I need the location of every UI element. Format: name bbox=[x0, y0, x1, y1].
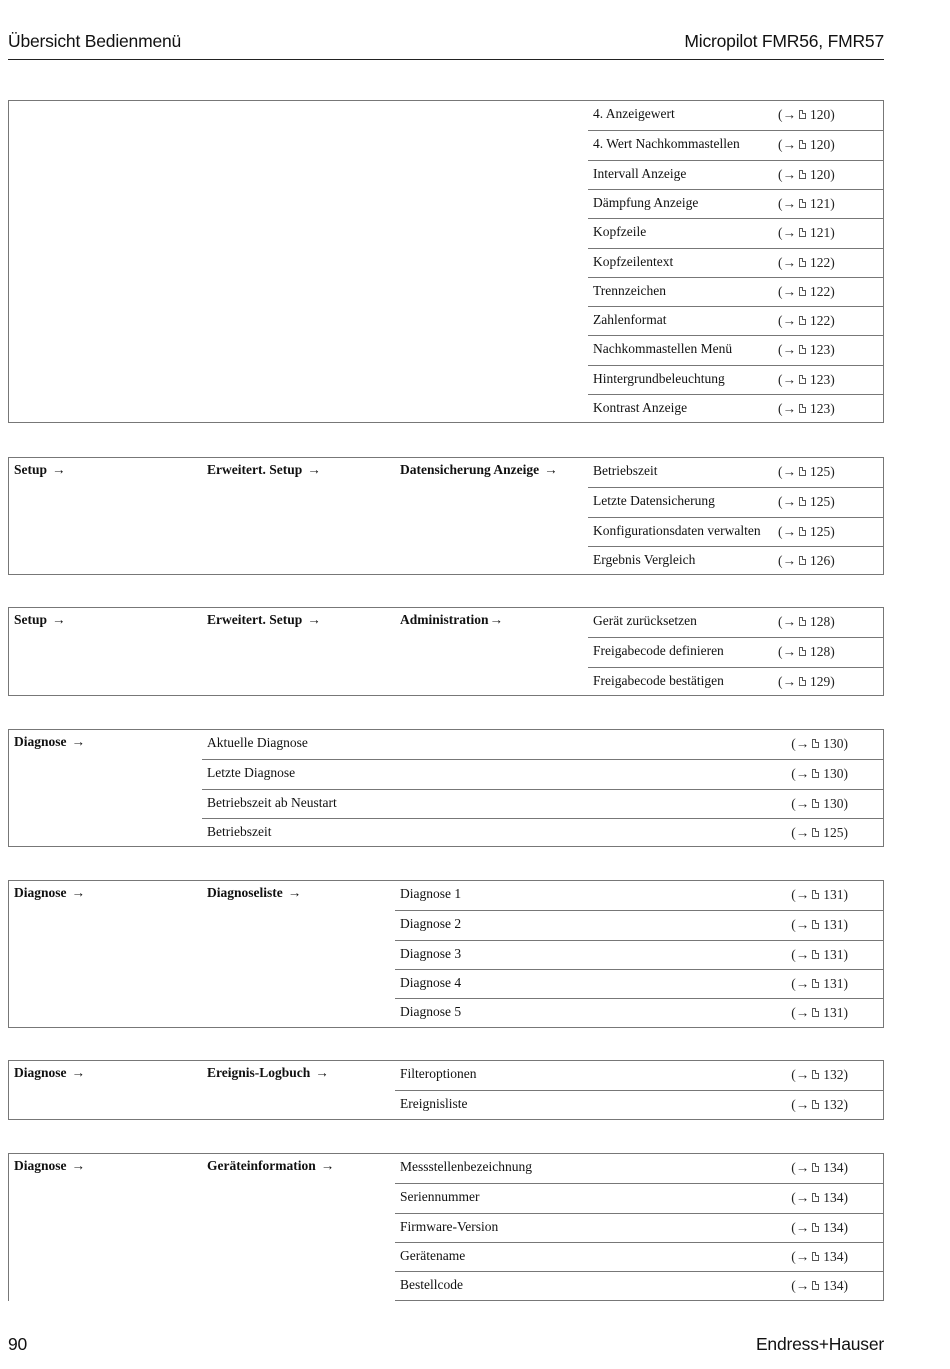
page-icon bbox=[799, 617, 806, 626]
page-reference: (→ 132) bbox=[791, 1067, 848, 1082]
menu-item-label: Letzte Diagnose bbox=[207, 765, 296, 780]
menu-path-level bbox=[14, 1065, 85, 1081]
menu-path-level bbox=[14, 612, 66, 628]
page-icon bbox=[799, 375, 806, 384]
menu-item-row bbox=[395, 910, 883, 940]
menu-path-label: Setup bbox=[14, 612, 48, 627]
arrow-icon: → bbox=[795, 825, 810, 840]
menu-path-label: Diagnose bbox=[14, 1158, 67, 1173]
page-reference-number: 128 bbox=[810, 614, 831, 629]
arrow-icon: → bbox=[307, 612, 321, 627]
menu-item-label: Bestellcode bbox=[400, 1277, 463, 1292]
page-reference-number: 125 bbox=[810, 524, 831, 539]
menu-item-label: Freigabecode bestätigen bbox=[593, 673, 724, 688]
menu-item-row bbox=[588, 248, 883, 277]
menu-item-row bbox=[202, 818, 883, 847]
page-icon bbox=[799, 170, 806, 179]
menu-item-label: Messstellenbezeichnung bbox=[400, 1159, 532, 1174]
page-number: 90 bbox=[8, 1334, 28, 1354]
page-reference-number: 121 bbox=[810, 196, 831, 211]
menu-item-row bbox=[588, 637, 883, 667]
page-reference: (→ 126) bbox=[778, 553, 835, 568]
arrow-icon: → bbox=[795, 1160, 810, 1175]
page-icon bbox=[799, 404, 806, 413]
arrow-icon: → bbox=[795, 887, 810, 902]
page-icon bbox=[812, 979, 819, 988]
page-icon bbox=[812, 828, 819, 837]
arrow-icon: → bbox=[782, 284, 796, 299]
arrow-icon: → bbox=[782, 644, 796, 659]
menu-item-row bbox=[395, 1154, 883, 1183]
menu-item-label: 4. Wert Nachkommastellen bbox=[593, 136, 740, 151]
page-icon bbox=[799, 497, 806, 506]
page-reference: (→ 125) bbox=[778, 524, 835, 539]
page-reference: (→ 123) bbox=[778, 401, 835, 416]
page-icon bbox=[799, 287, 806, 296]
arrow-icon: → bbox=[782, 196, 796, 211]
menu-path-label: Diagnose bbox=[14, 734, 67, 749]
page-reference-number: 131 bbox=[823, 917, 844, 932]
menu-item-label: Diagnose 2 bbox=[400, 916, 462, 931]
menu-item-row bbox=[395, 1090, 883, 1120]
page-reference: (→ 132) bbox=[791, 1097, 848, 1112]
page-reference-number: 126 bbox=[810, 553, 831, 568]
arrow-icon: → bbox=[782, 225, 796, 240]
page-reference: (→ 121) bbox=[778, 225, 835, 240]
page-reference-number: 125 bbox=[810, 464, 831, 479]
menu-item-label: Betriebszeit bbox=[207, 824, 272, 839]
page-reference-number: 130 bbox=[823, 736, 844, 751]
menu-item-row bbox=[588, 277, 883, 306]
arrow-icon: → bbox=[782, 167, 796, 182]
page-reference-number: 125 bbox=[810, 494, 831, 509]
arrow-icon: → bbox=[795, 1278, 810, 1293]
page-icon bbox=[812, 890, 819, 899]
arrow-icon: → bbox=[782, 614, 796, 629]
menu-path-label: Geräteinformation bbox=[207, 1158, 316, 1173]
menu-path-level bbox=[207, 462, 321, 478]
menu-item-row bbox=[202, 789, 883, 818]
menu-item-row bbox=[588, 101, 883, 130]
menu-item-label: Kopfzeilentext bbox=[593, 254, 674, 269]
page-reference: (→ 130) bbox=[791, 736, 848, 751]
arrow-icon: → bbox=[795, 1190, 810, 1205]
page-reference-number: 132 bbox=[823, 1067, 844, 1082]
page-reference: (→ 131) bbox=[791, 976, 848, 991]
arrow-icon: → bbox=[52, 612, 66, 627]
menu-path-level bbox=[400, 612, 503, 628]
menu-item-label: Gerätename bbox=[400, 1248, 466, 1263]
page-reference: (→ 125) bbox=[778, 494, 835, 509]
menu-path-level bbox=[14, 1158, 85, 1174]
menu-item-row bbox=[395, 1183, 883, 1213]
menu-item-row bbox=[588, 365, 883, 394]
page-reference-number: 130 bbox=[823, 766, 844, 781]
page-reference: (→ 123) bbox=[778, 342, 835, 357]
page-icon bbox=[812, 1163, 819, 1172]
page-reference-number: 128 bbox=[810, 644, 831, 659]
menu-item-label: Kopfzeile bbox=[593, 224, 647, 239]
menu-item-row bbox=[588, 306, 883, 335]
page-reference-number: 129 bbox=[810, 674, 831, 689]
page-reference: (→ 122) bbox=[778, 255, 835, 270]
menu-item-label: Diagnose 4 bbox=[400, 975, 462, 990]
menu-block bbox=[8, 1060, 884, 1120]
page-reference-number: 134 bbox=[823, 1249, 844, 1264]
page-icon bbox=[812, 1223, 819, 1232]
arrow-icon: → bbox=[782, 674, 796, 689]
menu-block bbox=[8, 457, 884, 575]
menu-block bbox=[8, 1153, 884, 1301]
page-icon bbox=[812, 1193, 819, 1202]
page-icon bbox=[812, 1100, 819, 1109]
arrow-icon: → bbox=[795, 1097, 810, 1112]
page-reference: (→ 134) bbox=[791, 1160, 848, 1175]
arrow-icon: → bbox=[782, 137, 796, 152]
page-icon bbox=[812, 739, 819, 748]
page-reference: (→ 130) bbox=[791, 796, 848, 811]
arrow-icon: → bbox=[71, 1158, 86, 1173]
page-reference: (→ 131) bbox=[791, 947, 848, 962]
page-reference-number: 121 bbox=[810, 225, 831, 240]
menu-item-label: Diagnose 5 bbox=[400, 1004, 462, 1019]
menu-item-label: Nachkommastellen Menü bbox=[593, 341, 733, 356]
menu-item-label: Zahlenformat bbox=[593, 312, 667, 327]
menu-path-label: Datensicherung Anzeige bbox=[400, 462, 540, 477]
page-reference: (→ 128) bbox=[778, 644, 835, 659]
page-reference-number: 125 bbox=[823, 825, 844, 840]
menu-path-label: Erweitert. Setup bbox=[207, 612, 303, 627]
page-reference: (→ 122) bbox=[778, 313, 835, 328]
menu-item-label: Diagnose 1 bbox=[400, 886, 462, 901]
page-reference: (→ 134) bbox=[791, 1190, 848, 1205]
menu-item-label: Aktuelle Diagnose bbox=[207, 735, 308, 750]
page-reference: (→ 131) bbox=[791, 887, 848, 902]
page-icon bbox=[799, 527, 806, 536]
page-reference-number: 134 bbox=[823, 1220, 844, 1235]
menu-item-row bbox=[395, 1271, 883, 1301]
page-icon bbox=[799, 316, 806, 325]
menu-item-row bbox=[588, 608, 883, 637]
menu-path-label: Diagnose bbox=[14, 885, 67, 900]
page-icon bbox=[799, 677, 806, 686]
menu-item-row bbox=[202, 730, 883, 759]
menu-block bbox=[8, 880, 884, 1028]
arrow-icon: → bbox=[52, 462, 66, 477]
arrow-icon: → bbox=[795, 947, 810, 962]
page-icon bbox=[799, 140, 806, 149]
menu-item-row bbox=[588, 517, 883, 546]
arrow-icon: → bbox=[795, 1249, 810, 1264]
arrow-icon: → bbox=[71, 885, 86, 900]
arrow-icon: → bbox=[782, 342, 796, 357]
menu-item-row bbox=[588, 218, 883, 248]
page-reference-number: 134 bbox=[823, 1160, 844, 1175]
arrow-icon: → bbox=[782, 107, 796, 122]
page-reference: (→ 131) bbox=[791, 917, 848, 932]
page-icon bbox=[799, 199, 806, 208]
menu-item-label: Konfigurationsdaten verwalten bbox=[593, 523, 761, 538]
page-icon bbox=[812, 1252, 819, 1261]
arrow-icon: → bbox=[782, 255, 796, 270]
page-reference: (→ 120) bbox=[778, 137, 835, 152]
page-reference: (→ 120) bbox=[778, 167, 835, 182]
page-reference: (→ 134) bbox=[791, 1278, 848, 1293]
page-reference-number: 122 bbox=[810, 313, 831, 328]
menu-item-row bbox=[588, 335, 883, 365]
menu-item-label: 4. Anzeigewert bbox=[593, 106, 675, 121]
arrow-icon: → bbox=[782, 313, 796, 328]
page-reference: (→ 122) bbox=[778, 284, 835, 299]
page-reference-number: 122 bbox=[810, 255, 831, 270]
menu-item-row bbox=[395, 940, 883, 969]
menu-item-label: Trennzeichen bbox=[593, 283, 666, 298]
menu-item-label: Kontrast Anzeige bbox=[593, 400, 688, 415]
arrow-icon: → bbox=[795, 1067, 810, 1082]
menu-path-label: Ereignis-Logbuch bbox=[207, 1065, 311, 1080]
arrow-icon: → bbox=[795, 796, 810, 811]
page-icon bbox=[799, 467, 806, 476]
arrow-icon: → bbox=[782, 524, 796, 539]
menu-item-row bbox=[395, 969, 883, 998]
page-reference: (→ 134) bbox=[791, 1249, 848, 1264]
page-reference-number: 122 bbox=[810, 284, 831, 299]
menu-item-row bbox=[588, 189, 883, 218]
menu-item-label: Ergebnis Vergleich bbox=[593, 552, 696, 567]
menu-path-label: Diagnose bbox=[14, 1065, 67, 1080]
page-reference-number: 134 bbox=[823, 1278, 844, 1293]
menu-item-row bbox=[588, 394, 883, 423]
arrow-icon: → bbox=[489, 612, 504, 627]
page-reference: (→ 125) bbox=[791, 825, 848, 840]
menu-path-level bbox=[14, 885, 85, 901]
menu-item-row bbox=[395, 881, 883, 910]
menu-item-row bbox=[588, 546, 883, 575]
page-icon bbox=[799, 556, 806, 565]
page-icon bbox=[799, 258, 806, 267]
arrow-icon: → bbox=[307, 462, 321, 477]
arrow-icon: → bbox=[287, 885, 302, 900]
menu-item-label: Letzte Datensicherung bbox=[593, 493, 715, 508]
arrow-icon: → bbox=[795, 1005, 810, 1020]
menu-item-label: Filteroptionen bbox=[400, 1066, 477, 1081]
menu-item-label: Betriebszeit bbox=[593, 463, 658, 478]
menu-path-level bbox=[400, 462, 558, 478]
menu-path-level bbox=[207, 885, 301, 901]
menu-item-label: Firmware-Version bbox=[400, 1219, 499, 1234]
menu-item-row bbox=[202, 759, 883, 789]
header-divider bbox=[8, 59, 884, 60]
arrow-icon: → bbox=[782, 464, 796, 479]
arrow-icon: → bbox=[795, 917, 810, 932]
page-reference-number: 131 bbox=[823, 976, 844, 991]
page-reference-number: 131 bbox=[823, 947, 844, 962]
page-reference-number: 130 bbox=[823, 796, 844, 811]
menu-path-label: Erweitert. Setup bbox=[207, 462, 303, 477]
arrow-icon: → bbox=[782, 553, 796, 568]
page-reference: (→ 128) bbox=[778, 614, 835, 629]
menu-path-level bbox=[207, 1065, 329, 1081]
page-reference: (→ 134) bbox=[791, 1220, 848, 1235]
menu-item-row bbox=[395, 1242, 883, 1271]
menu-item-row bbox=[395, 1213, 883, 1242]
menu-path-level bbox=[207, 612, 321, 628]
arrow-icon: → bbox=[795, 976, 810, 991]
menu-path-label: Administration bbox=[400, 612, 489, 627]
menu-item-row bbox=[588, 458, 883, 487]
page-reference-number: 123 bbox=[810, 372, 831, 387]
arrow-icon: → bbox=[782, 494, 796, 509]
menu-item-label: Diagnose 3 bbox=[400, 946, 462, 961]
menu-item-label: Gerät zurücksetzen bbox=[593, 613, 697, 628]
page-icon bbox=[812, 1008, 819, 1017]
page-icon bbox=[812, 1281, 819, 1290]
arrow-icon: → bbox=[320, 1158, 335, 1173]
arrow-icon: → bbox=[795, 766, 810, 781]
menu-item-row bbox=[395, 1061, 883, 1090]
page-icon bbox=[812, 769, 819, 778]
page-reference: (→ 125) bbox=[778, 464, 835, 479]
menu-block bbox=[8, 729, 884, 847]
menu-block bbox=[8, 607, 884, 696]
page-reference: (→ 121) bbox=[778, 196, 835, 211]
menu-item-row bbox=[588, 160, 883, 189]
page-reference: (→ 131) bbox=[791, 1005, 848, 1020]
menu-item-row bbox=[588, 130, 883, 160]
arrow-icon: → bbox=[71, 734, 86, 749]
menu-path-label: Setup bbox=[14, 462, 48, 477]
page-reference: (→ 120) bbox=[778, 107, 835, 122]
page-icon bbox=[812, 920, 819, 929]
menu-path-level bbox=[207, 1158, 334, 1174]
arrow-icon: → bbox=[782, 401, 796, 416]
menu-item-row bbox=[588, 487, 883, 517]
page-reference-number: 123 bbox=[810, 401, 831, 416]
page-reference-number: 131 bbox=[823, 1005, 844, 1020]
page-icon bbox=[812, 799, 819, 808]
page-icon bbox=[799, 647, 806, 656]
menu-item-row bbox=[395, 998, 883, 1028]
page-reference: (→ 129) bbox=[778, 674, 835, 689]
page-icon bbox=[799, 228, 806, 237]
arrow-icon: → bbox=[795, 1220, 810, 1235]
arrow-icon: → bbox=[782, 372, 796, 387]
menu-item-label: Dämpfung Anzeige bbox=[593, 195, 699, 210]
menu-item-label: Intervall Anzeige bbox=[593, 166, 687, 181]
menu-path-level bbox=[14, 462, 66, 478]
page-icon bbox=[799, 110, 806, 119]
page-icon bbox=[812, 1070, 819, 1079]
menu-path-level bbox=[14, 734, 85, 750]
page-reference-number: 120 bbox=[810, 167, 831, 182]
page-reference-number: 131 bbox=[823, 887, 844, 902]
menu-item-label: Ereignisliste bbox=[400, 1096, 468, 1111]
page-icon bbox=[812, 950, 819, 959]
page-header-product: Micropilot FMR56, FMR57 bbox=[684, 31, 884, 51]
page-reference-number: 123 bbox=[810, 342, 831, 357]
menu-item-row bbox=[588, 667, 883, 696]
arrow-icon: → bbox=[71, 1065, 86, 1080]
page-header-title: Übersicht Bedienmenü bbox=[8, 31, 182, 51]
arrow-icon: → bbox=[315, 1065, 329, 1080]
menu-item-label: Betriebszeit ab Neustart bbox=[207, 795, 337, 810]
menu-path-label: Diagnoseliste bbox=[207, 885, 283, 900]
page-reference-number: 120 bbox=[810, 137, 831, 152]
page-reference-number: 134 bbox=[823, 1190, 844, 1205]
page-reference: (→ 130) bbox=[791, 766, 848, 781]
menu-item-label: Freigabecode definieren bbox=[593, 643, 724, 658]
menu-block bbox=[8, 100, 884, 423]
page-reference-number: 120 bbox=[810, 107, 831, 122]
arrow-icon: → bbox=[544, 462, 558, 477]
footer-brand: Endress+Hauser bbox=[755, 1334, 884, 1354]
page-reference-number: 132 bbox=[823, 1097, 844, 1112]
arrow-icon: → bbox=[795, 736, 810, 751]
page-reference: (→ 123) bbox=[778, 372, 835, 387]
menu-item-label: Hintergrundbeleuchtung bbox=[593, 371, 725, 386]
page-icon bbox=[799, 345, 806, 354]
menu-item-label: Seriennummer bbox=[400, 1189, 480, 1204]
